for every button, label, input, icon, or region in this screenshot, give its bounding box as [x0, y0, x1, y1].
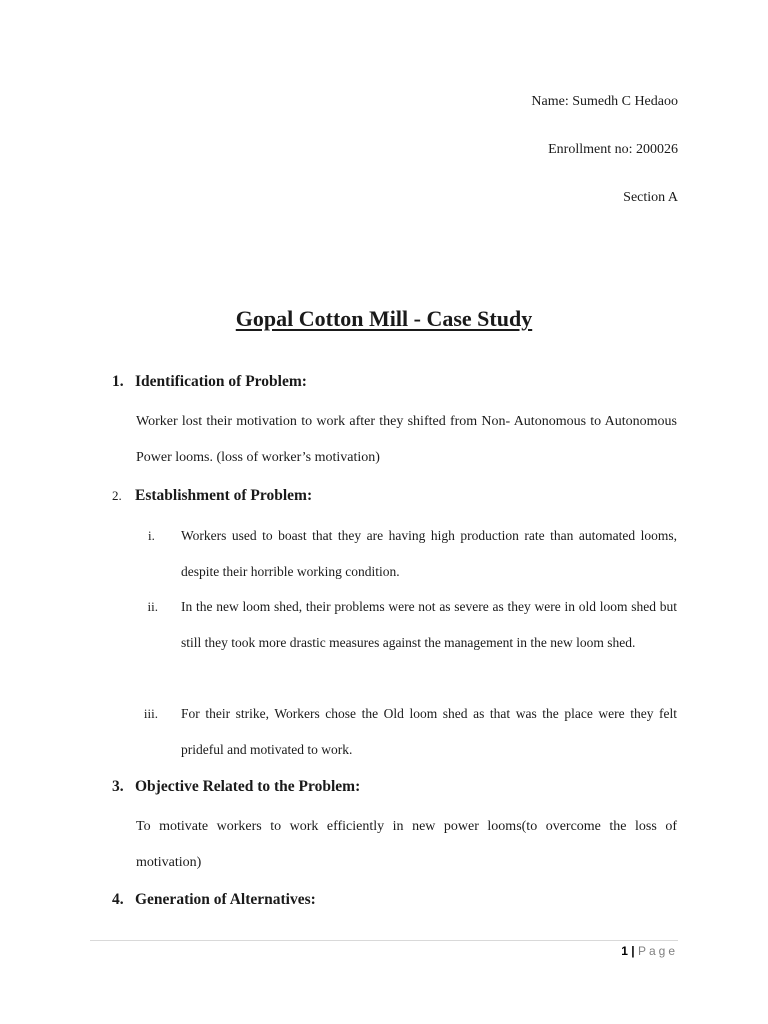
page-separator: |: [631, 944, 635, 958]
list-item: [140, 696, 677, 767]
section-heading-text: Identification of Problem:: [135, 373, 307, 390]
section-number: 4.: [112, 891, 124, 908]
list-item: [140, 518, 677, 589]
footer-divider: [90, 940, 678, 941]
list-item-marker: iii.: [143, 706, 158, 721]
list-item-marker: ii.: [147, 599, 158, 614]
page-label: Page: [637, 944, 678, 958]
section-label: Section A: [623, 190, 678, 205]
list-item: [140, 589, 677, 660]
section-heading-text: Objective Related to the Problem:: [135, 778, 361, 795]
section-body-objective: To motivate workers to work efficiently in new power looms(to overcome the loss of motivation): [136, 819, 677, 870]
section-heading-identification: [112, 373, 307, 391]
section-number: 3.: [112, 778, 124, 795]
section-heading-establishment: [112, 487, 312, 505]
list-item-text: Workers used to boast that they are having high production rate than automated looms, despite their horrible working condition.: [181, 528, 677, 579]
list-item-text: In the new loom shed, their problems were not as severe as they were in old loom shed but still they took more drastic measures against the management in the new loom shed.: [181, 599, 677, 650]
document-title: Gopal Cotton Mill - Case Study: [235, 306, 533, 331]
section-heading-text: Establishment of Problem:: [135, 487, 313, 504]
list-item-marker: i.: [148, 528, 155, 543]
page-number: 1: [621, 944, 628, 958]
section-heading-alternatives: [112, 891, 316, 909]
student-name: Name: Sumedh C Hedaoo: [531, 94, 678, 109]
section-heading-text: Generation of Alternatives:: [135, 891, 316, 908]
section-number: 1.: [112, 373, 124, 390]
page-footer: [621, 944, 678, 958]
section-number: 2.: [112, 488, 122, 503]
list-item-text: For their strike, Workers chose the Old loom shed as that was the place were they felt prideful and motivated to work.: [181, 706, 677, 757]
enrollment-number: Enrollment no: 200026: [548, 142, 678, 157]
section-body-identification: Worker lost their motivation to work after they shifted from Non- Autonomous to Autonomous Power looms. (loss of worker’s motivation): [136, 414, 677, 465]
section-heading-objective: [112, 778, 360, 796]
